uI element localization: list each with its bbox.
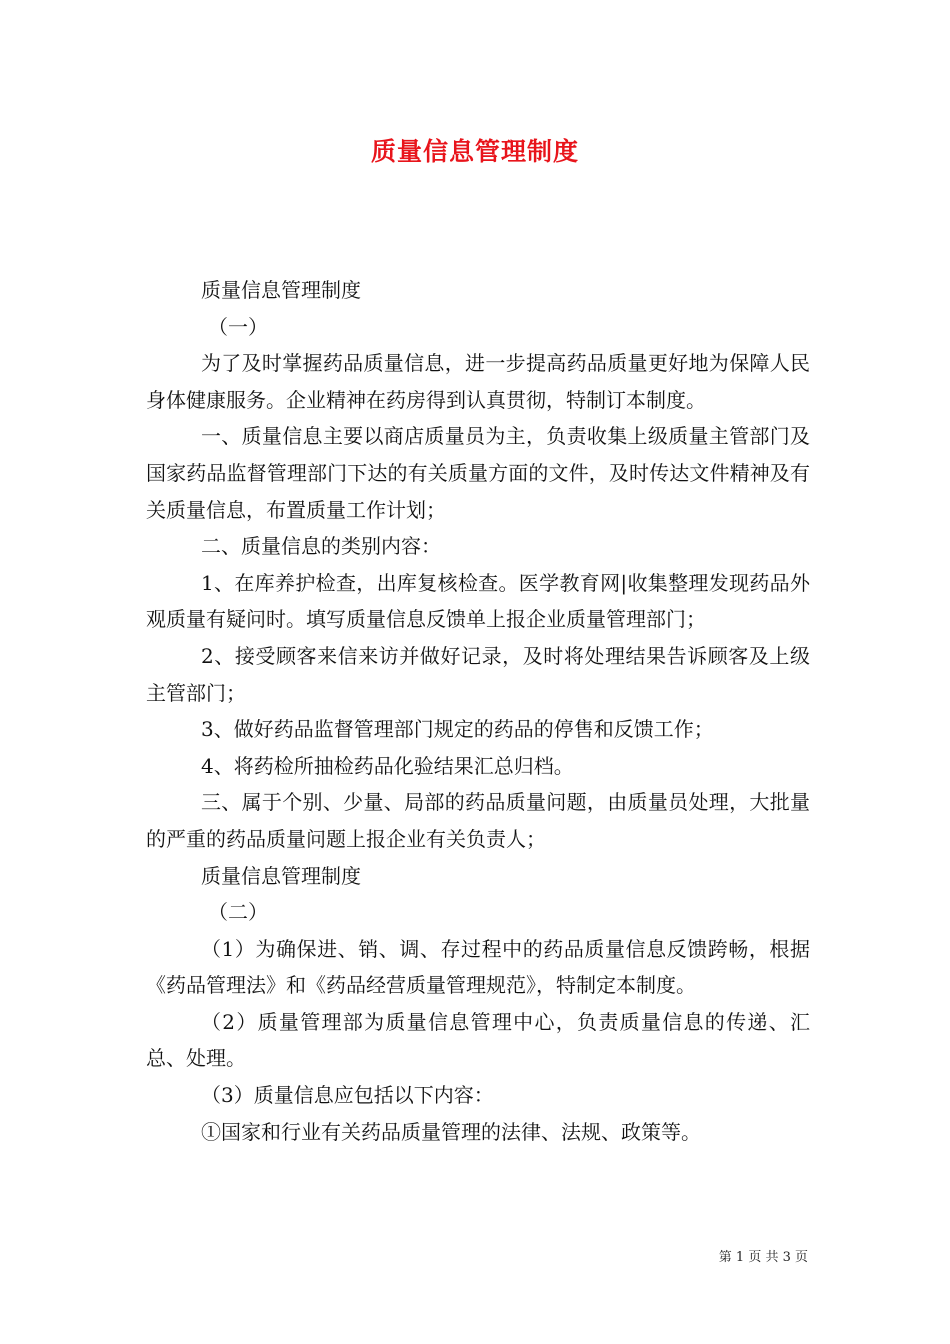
section-number: （一）: [208, 314, 268, 339]
page-title: 质量信息管理制度: [370, 137, 579, 166]
paragraph: ①国家和行业有关药品质量管理的法律、法规、政策等。: [201, 1119, 701, 1144]
paragraph: （3）质量信息应包括以下内容：: [201, 1083, 494, 1108]
paragraph: （2）质量管理部为质量信息管理中心，负责质量信息的传递、汇总、处理。: [146, 1009, 810, 1071]
page-footer: 第 1 页 共 3 页: [718, 1250, 808, 1265]
paragraph: 3、做好药品监督管理部门规定的药品的停售和反馈工作；: [201, 717, 714, 742]
paragraph: 1、在库养护检查，出库复核检查。医学教育网|收集整理发现药品外观质量有疑问时。填写质量信息反馈单上报企业质量管理部门；: [146, 570, 810, 632]
section-heading: 质量信息管理制度: [201, 278, 361, 302]
paragraph: （1）为确保进、销、调、存过程中的药品质量信息反馈跨畅，根据《药品管理法》和《药品经营质量管理规范》，特制定本制度。: [146, 936, 810, 998]
paragraph: 一、质量信息主要以商店质量员为主，负责收集上级质量主管部门及国家药品监督管理部门下达的有关质量方面的文件，及时传达文件精神及有关质量信息，布置质量工作计划；: [146, 424, 810, 522]
section-heading: 质量信息管理制度: [201, 863, 361, 888]
paragraph: 二、质量信息的类别内容：: [201, 534, 441, 559]
paragraph: 2、接受顾客来信来访并做好记录，及时将处理结果告诉顾客及上级主管部门；: [146, 643, 810, 705]
paragraph: 三、属于个别、少量、局部的药品质量问题，由质量员处理，大批量的严重的药品质量问题上报企业有关负责人；: [146, 790, 810, 851]
section-number: （二）: [208, 900, 268, 925]
paragraph: 4、将药检所抽检药品化验结果汇总归档。: [201, 753, 574, 778]
document-body: [146, 272, 810, 1150]
paragraph: 为了及时掌握药品质量信息，进一步提高药品质量更好地为保障人民身体健康服务。企业精神在药房得到认真贯彻，特制订本制度。: [146, 351, 810, 412]
